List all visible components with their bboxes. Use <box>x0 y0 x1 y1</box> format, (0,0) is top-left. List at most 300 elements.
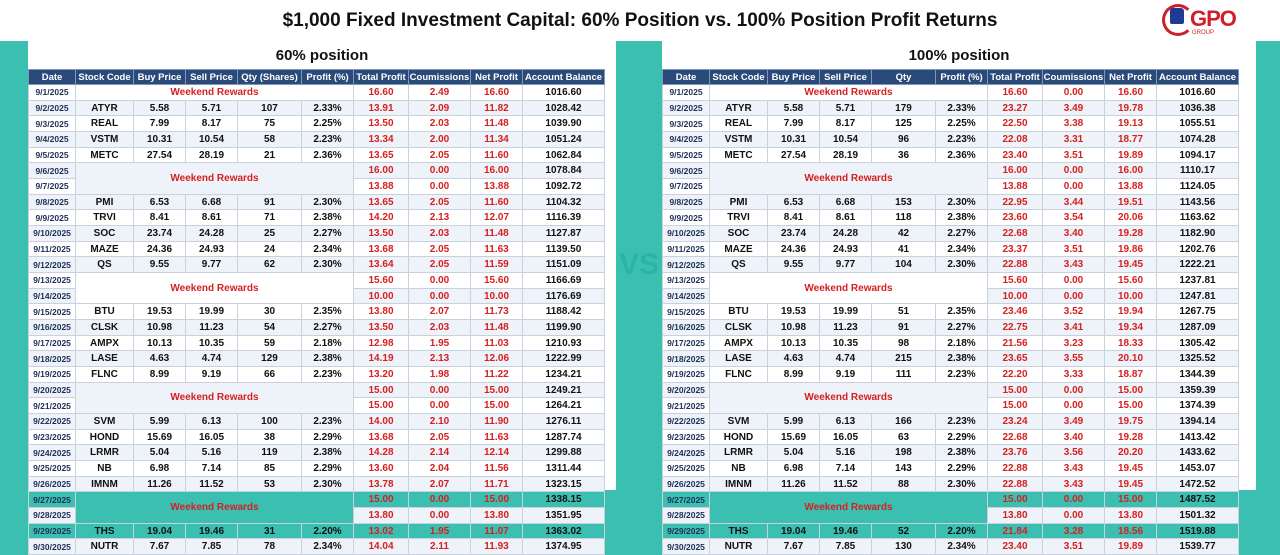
total-profit-cell: 13.68 <box>354 429 409 445</box>
buy-price-cell: 6.98 <box>768 461 820 477</box>
account-balance-cell: 1055.51 <box>1157 116 1239 132</box>
qty-cell: 51 <box>872 304 936 320</box>
weekend-rewards-label: Weekend Rewards <box>76 85 354 101</box>
date-cell: 9/16/2025 <box>29 320 76 336</box>
commission-cell: 0.00 <box>1043 273 1105 289</box>
date-cell: 9/16/2025 <box>663 320 710 336</box>
profit-pct-cell: 2.23% <box>936 414 988 430</box>
table-row <box>29 429 605 445</box>
sell-price-cell: 7.14 <box>186 461 238 477</box>
account-balance-cell: 1016.60 <box>523 85 605 101</box>
profit-pct-cell: 2.29% <box>936 429 988 445</box>
date-cell: 9/27/2025 <box>663 492 710 508</box>
commission-cell: 3.51 <box>1043 539 1105 555</box>
date-cell: 9/5/2025 <box>663 147 710 163</box>
qty-cell: 85 <box>238 461 302 477</box>
sell-price-cell: 24.28 <box>820 226 872 242</box>
table-row <box>29 351 605 367</box>
buy-price-cell: 8.99 <box>134 367 186 383</box>
total-profit-cell: 22.68 <box>988 429 1043 445</box>
stock-code-cell: HOND <box>76 429 134 445</box>
qty-cell: 98 <box>872 335 936 351</box>
total-profit-cell: 13.88 <box>354 179 409 195</box>
commission-cell: 0.00 <box>409 273 471 289</box>
total-profit-cell: 15.00 <box>354 382 409 398</box>
table-row <box>29 304 605 320</box>
qty-cell: 179 <box>872 100 936 116</box>
net-profit-cell: 13.80 <box>471 508 523 524</box>
buy-price-cell: 5.99 <box>134 414 186 430</box>
table-row <box>29 210 605 226</box>
profit-pct-cell: 2.38% <box>936 351 988 367</box>
net-profit-cell: 11.48 <box>471 116 523 132</box>
net-profit-cell: 11.34 <box>471 132 523 148</box>
buy-price-cell: 24.36 <box>134 241 186 257</box>
column-header: Date <box>663 70 710 85</box>
table-row <box>663 116 1239 132</box>
account-balance-cell: 1188.42 <box>523 304 605 320</box>
stock-code-cell: TRVI <box>76 210 134 226</box>
table-row <box>663 132 1239 148</box>
sell-price-cell: 5.71 <box>820 100 872 116</box>
profit-pct-cell: 2.20% <box>302 523 354 539</box>
account-balance-cell: 1539.77 <box>1157 539 1239 555</box>
account-balance-cell: 1413.42 <box>1157 429 1239 445</box>
account-balance-cell: 1487.52 <box>1157 492 1239 508</box>
qty-cell: 31 <box>238 523 302 539</box>
sell-price-cell: 19.99 <box>820 304 872 320</box>
profit-pct-cell: 2.18% <box>936 335 988 351</box>
buy-price-cell: 9.55 <box>134 257 186 273</box>
account-balance-cell: 1210.93 <box>523 335 605 351</box>
net-profit-cell: 12.07 <box>471 210 523 226</box>
stock-code-cell: NUTR <box>76 539 134 555</box>
date-cell: 9/10/2025 <box>663 226 710 242</box>
sell-price-cell: 9.77 <box>820 257 872 273</box>
date-cell: 9/4/2025 <box>663 132 710 148</box>
sell-price-cell: 28.19 <box>820 147 872 163</box>
right-panel <box>662 41 1256 553</box>
stock-code-cell: ATYR <box>710 100 768 116</box>
commission-cell: 2.03 <box>409 320 471 336</box>
qty-cell: 63 <box>872 429 936 445</box>
stock-code-cell: BTU <box>76 304 134 320</box>
qty-cell: 41 <box>872 241 936 257</box>
net-profit-cell: 18.33 <box>1105 335 1157 351</box>
column-header: Profit (%) <box>302 70 354 85</box>
commission-cell: 2.05 <box>409 194 471 210</box>
net-profit-cell: 11.07 <box>471 523 523 539</box>
commission-cell: 1.95 <box>409 335 471 351</box>
table-row <box>29 132 605 148</box>
qty-cell: 30 <box>238 304 302 320</box>
profit-pct-cell: 2.29% <box>302 461 354 477</box>
sell-price-cell: 24.93 <box>186 241 238 257</box>
date-cell: 9/17/2025 <box>29 335 76 351</box>
stock-code-cell: CLSK <box>710 320 768 336</box>
date-cell: 9/7/2025 <box>663 179 710 195</box>
sell-price-cell: 24.93 <box>820 241 872 257</box>
total-profit-cell: 16.60 <box>354 85 409 101</box>
buy-price-cell: 5.58 <box>768 100 820 116</box>
net-profit-cell: 19.94 <box>1105 304 1157 320</box>
net-profit-cell: 19.45 <box>1105 461 1157 477</box>
buy-price-cell: 10.98 <box>134 320 186 336</box>
net-profit-cell: 16.60 <box>471 85 523 101</box>
buy-price-cell: 11.26 <box>768 476 820 492</box>
qty-cell: 62 <box>238 257 302 273</box>
column-header: Coumissions <box>1043 71 1104 83</box>
qty-cell: 91 <box>872 320 936 336</box>
date-cell: 9/26/2025 <box>663 476 710 492</box>
buy-price-cell: 27.54 <box>134 147 186 163</box>
account-balance-cell: 1299.88 <box>523 445 605 461</box>
total-profit-cell: 16.00 <box>988 163 1043 179</box>
profit-pct-cell: 2.33% <box>936 100 988 116</box>
commission-cell: 0.00 <box>1043 492 1105 508</box>
date-cell: 9/18/2025 <box>663 351 710 367</box>
stock-code-cell: FLNC <box>76 367 134 383</box>
table-row <box>29 320 605 336</box>
table-row <box>663 257 1239 273</box>
stock-code-cell: MAZE <box>76 241 134 257</box>
account-balance-cell: 1374.95 <box>523 539 605 555</box>
buy-price-cell: 19.53 <box>134 304 186 320</box>
table-row <box>29 226 605 242</box>
net-profit-cell: 19.89 <box>1105 147 1157 163</box>
buy-price-cell: 10.98 <box>768 320 820 336</box>
commission-cell: 2.11 <box>409 539 471 555</box>
qty-cell: 118 <box>872 210 936 226</box>
stock-code-cell: BTU <box>710 304 768 320</box>
table-row <box>663 492 1239 508</box>
stock-code-cell: QS <box>76 257 134 273</box>
commission-cell: 2.13 <box>409 351 471 367</box>
sell-price-cell: 16.05 <box>186 429 238 445</box>
commission-cell: 0.00 <box>409 492 471 508</box>
column-header: Buy Price <box>134 70 186 85</box>
profit-pct-cell: 2.34% <box>936 241 988 257</box>
total-profit-cell: 10.00 <box>988 288 1043 304</box>
profit-pct-cell: 2.33% <box>302 100 354 116</box>
date-cell: 9/9/2025 <box>663 210 710 226</box>
account-balance-cell: 1176.69 <box>523 288 605 304</box>
commission-cell: 0.00 <box>1043 398 1105 414</box>
column-header: Qty <box>872 70 936 85</box>
profit-pct-cell: 2.30% <box>936 257 988 273</box>
stock-code-cell: REAL <box>76 116 134 132</box>
table-row <box>29 539 605 555</box>
weekend-rewards-label: Weekend Rewards <box>710 492 988 523</box>
date-cell: 9/29/2025 <box>663 523 710 539</box>
commission-cell: 3.43 <box>1043 461 1105 477</box>
commission-cell: 1.98 <box>409 367 471 383</box>
qty-cell: 104 <box>872 257 936 273</box>
profit-pct-cell: 2.38% <box>302 351 354 367</box>
net-profit-cell: 11.59 <box>471 257 523 273</box>
buy-price-cell: 6.53 <box>768 194 820 210</box>
column-header: Total Profit <box>354 70 409 85</box>
total-profit-cell: 22.68 <box>988 226 1043 242</box>
commission-cell: 2.00 <box>409 132 471 148</box>
commission-cell: 3.55 <box>1043 351 1105 367</box>
table-row <box>663 241 1239 257</box>
total-profit-cell: 13.68 <box>354 241 409 257</box>
buy-price-cell: 5.04 <box>768 445 820 461</box>
table-row <box>29 194 605 210</box>
left-table <box>28 69 605 555</box>
sell-price-cell: 11.52 <box>820 476 872 492</box>
sell-price-cell: 7.85 <box>186 539 238 555</box>
commission-cell: 0.00 <box>1043 288 1105 304</box>
commission-cell: 3.43 <box>1043 257 1105 273</box>
date-cell: 9/7/2025 <box>29 179 76 195</box>
profit-pct-cell: 2.36% <box>302 147 354 163</box>
profit-pct-cell: 2.27% <box>302 226 354 242</box>
net-profit-cell: 19.45 <box>1105 476 1157 492</box>
date-cell: 9/3/2025 <box>29 116 76 132</box>
stock-code-cell: METC <box>710 147 768 163</box>
profit-pct-cell: 2.38% <box>302 445 354 461</box>
account-balance-cell: 1062.84 <box>523 147 605 163</box>
stock-code-cell: AMPX <box>710 335 768 351</box>
stock-code-cell: TRVI <box>710 210 768 226</box>
total-profit-cell: 12.98 <box>354 335 409 351</box>
net-profit-cell: 20.20 <box>1105 445 1157 461</box>
qty-cell: 111 <box>872 367 936 383</box>
total-profit-cell: 13.64 <box>354 257 409 273</box>
profit-pct-cell: 2.27% <box>936 320 988 336</box>
total-profit-cell: 21.84 <box>988 523 1043 539</box>
stock-code-cell: LRMR <box>710 445 768 461</box>
sell-price-cell: 4.74 <box>186 351 238 367</box>
weekend-rewards-label: Weekend Rewards <box>76 163 354 194</box>
net-profit-cell: 19.86 <box>1105 241 1157 257</box>
profit-pct-cell: 2.30% <box>936 194 988 210</box>
profit-pct-cell: 2.30% <box>302 257 354 273</box>
profit-pct-cell: 2.34% <box>302 241 354 257</box>
net-profit-cell: 15.00 <box>1105 492 1157 508</box>
commission-cell: 2.49 <box>409 85 471 101</box>
qty-cell: 215 <box>872 351 936 367</box>
stock-code-cell: SVM <box>76 414 134 430</box>
sell-price-cell: 28.19 <box>186 147 238 163</box>
stock-code-cell: REAL <box>710 116 768 132</box>
total-profit-cell: 13.80 <box>354 508 409 524</box>
date-cell: 9/25/2025 <box>663 461 710 477</box>
buy-price-cell: 6.98 <box>134 461 186 477</box>
commission-cell: 2.07 <box>409 304 471 320</box>
commission-cell: 0.00 <box>409 398 471 414</box>
account-balance-cell: 1222.99 <box>523 351 605 367</box>
stock-code-cell: LASE <box>710 351 768 367</box>
sell-price-cell: 6.13 <box>820 414 872 430</box>
date-cell: 9/27/2025 <box>29 492 76 508</box>
date-cell: 9/2/2025 <box>29 100 76 116</box>
table-row <box>663 351 1239 367</box>
sell-price-cell: 11.23 <box>820 320 872 336</box>
net-profit-cell: 18.87 <box>1105 367 1157 383</box>
total-profit-cell: 23.65 <box>988 351 1043 367</box>
commission-cell: 2.14 <box>409 445 471 461</box>
buy-price-cell: 19.04 <box>768 523 820 539</box>
profit-pct-cell: 2.23% <box>936 132 988 148</box>
account-balance-cell: 1363.02 <box>523 523 605 539</box>
total-profit-cell: 14.00 <box>354 414 409 430</box>
commission-cell: 2.13 <box>409 210 471 226</box>
column-header: Sell Price <box>820 70 872 85</box>
date-cell: 9/21/2025 <box>29 398 76 414</box>
commission-cell: 3.52 <box>1043 304 1105 320</box>
buy-price-cell: 8.41 <box>134 210 186 226</box>
total-profit-cell: 22.88 <box>988 461 1043 477</box>
total-profit-cell: 16.60 <box>988 85 1043 101</box>
qty-cell: 58 <box>238 132 302 148</box>
total-profit-cell: 13.65 <box>354 194 409 210</box>
account-balance-cell: 1143.56 <box>1157 194 1239 210</box>
net-profit-cell: 19.45 <box>1105 257 1157 273</box>
column-header: Stock Code <box>710 70 768 85</box>
account-balance-cell: 1222.21 <box>1157 257 1239 273</box>
total-profit-cell: 13.80 <box>354 304 409 320</box>
qty-cell: 66 <box>238 367 302 383</box>
net-profit-cell: 19.78 <box>1105 100 1157 116</box>
commission-cell: 3.56 <box>1043 445 1105 461</box>
weekend-rewards-label: Weekend Rewards <box>710 273 988 304</box>
account-balance-cell: 1139.50 <box>523 241 605 257</box>
date-cell: 9/19/2025 <box>29 367 76 383</box>
buy-price-cell: 9.55 <box>768 257 820 273</box>
buy-price-cell: 6.53 <box>134 194 186 210</box>
commission-cell: 2.03 <box>409 116 471 132</box>
logo-subtitle: GROUP <box>1192 30 1215 36</box>
commission-cell: 3.44 <box>1043 194 1105 210</box>
sell-price-cell: 16.05 <box>820 429 872 445</box>
table-row <box>663 523 1239 539</box>
qty-cell: 100 <box>238 414 302 430</box>
table-row <box>29 476 605 492</box>
table-row <box>29 163 605 179</box>
commission-cell: 0.00 <box>409 163 471 179</box>
weekend-rewards-label: Weekend Rewards <box>710 382 988 413</box>
account-balance-cell: 1074.28 <box>1157 132 1239 148</box>
date-cell: 9/4/2025 <box>29 132 76 148</box>
net-profit-cell: 15.00 <box>1105 382 1157 398</box>
date-cell: 9/20/2025 <box>663 382 710 398</box>
table-row <box>663 539 1239 555</box>
profit-pct-cell: 2.38% <box>936 210 988 226</box>
buy-price-cell: 15.69 <box>768 429 820 445</box>
account-balance-cell: 1016.60 <box>1157 85 1239 101</box>
buy-price-cell: 7.99 <box>768 116 820 132</box>
net-profit-cell: 11.71 <box>471 476 523 492</box>
commission-cell: 2.05 <box>409 241 471 257</box>
stock-code-cell: THS <box>710 523 768 539</box>
account-balance-cell: 1124.05 <box>1157 179 1239 195</box>
account-balance-cell: 1104.32 <box>523 194 605 210</box>
table-row <box>663 100 1239 116</box>
table-row <box>29 382 605 398</box>
account-balance-cell: 1267.75 <box>1157 304 1239 320</box>
stock-code-cell: NUTR <box>710 539 768 555</box>
table-row <box>29 116 605 132</box>
date-cell: 9/14/2025 <box>29 288 76 304</box>
stock-code-cell: FLNC <box>710 367 768 383</box>
net-profit-cell: 11.22 <box>471 367 523 383</box>
account-balance-cell: 1287.09 <box>1157 320 1239 336</box>
column-header: Stock Code <box>76 70 134 85</box>
vs-label: VS <box>618 248 660 281</box>
buy-price-cell: 4.63 <box>768 351 820 367</box>
profit-pct-cell: 2.34% <box>936 539 988 555</box>
date-cell: 9/28/2025 <box>29 508 76 524</box>
qty-cell: 91 <box>238 194 302 210</box>
net-profit-cell: 11.48 <box>471 320 523 336</box>
qty-cell: 96 <box>872 132 936 148</box>
table-row <box>29 147 605 163</box>
table-row <box>663 147 1239 163</box>
buy-price-cell: 27.54 <box>768 147 820 163</box>
commission-cell: 3.49 <box>1043 100 1105 116</box>
qty-cell: 52 <box>872 523 936 539</box>
commission-cell: 2.09 <box>409 100 471 116</box>
table-row <box>29 85 605 101</box>
date-cell: 9/24/2025 <box>29 445 76 461</box>
column-header: Sell Price <box>186 70 238 85</box>
sell-price-cell: 19.99 <box>186 304 238 320</box>
buy-price-cell: 7.99 <box>134 116 186 132</box>
total-profit-cell: 13.50 <box>354 226 409 242</box>
profit-pct-cell: 2.30% <box>302 194 354 210</box>
net-profit-cell: 16.00 <box>471 163 523 179</box>
stock-code-cell: IMNM <box>76 476 134 492</box>
commission-cell: 1.95 <box>409 523 471 539</box>
account-balance-cell: 1234.21 <box>523 367 605 383</box>
account-balance-cell: 1247.81 <box>1157 288 1239 304</box>
commission-cell: 0.00 <box>409 179 471 195</box>
net-profit-cell: 10.00 <box>471 288 523 304</box>
total-profit-cell: 22.95 <box>988 194 1043 210</box>
column-header: Buy Price <box>768 70 820 85</box>
date-cell: 9/2/2025 <box>663 100 710 116</box>
table-row <box>29 461 605 477</box>
date-cell: 9/6/2025 <box>29 163 76 179</box>
account-balance-cell: 1305.42 <box>1157 335 1239 351</box>
stock-code-cell: LASE <box>76 351 134 367</box>
table-row <box>663 194 1239 210</box>
total-profit-cell: 14.04 <box>354 539 409 555</box>
table-row <box>663 304 1239 320</box>
account-balance-cell: 1351.95 <box>523 508 605 524</box>
date-cell: 9/24/2025 <box>663 445 710 461</box>
stock-code-cell: HOND <box>710 429 768 445</box>
table-row <box>663 429 1239 445</box>
net-profit-cell: 15.00 <box>1105 398 1157 414</box>
sell-price-cell: 8.61 <box>186 210 238 226</box>
stock-code-cell: IMNM <box>710 476 768 492</box>
table-row <box>663 382 1239 398</box>
commission-cell: 0.00 <box>1043 179 1105 195</box>
qty-cell: 42 <box>872 226 936 242</box>
sell-price-cell: 8.17 <box>820 116 872 132</box>
date-cell: 9/15/2025 <box>663 304 710 320</box>
qty-cell: 21 <box>238 147 302 163</box>
net-profit-cell: 11.56 <box>471 461 523 477</box>
total-profit-cell: 23.60 <box>988 210 1043 226</box>
account-balance-cell: 1501.32 <box>1157 508 1239 524</box>
net-profit-cell: 10.00 <box>1105 288 1157 304</box>
commission-cell: 3.31 <box>1043 132 1105 148</box>
